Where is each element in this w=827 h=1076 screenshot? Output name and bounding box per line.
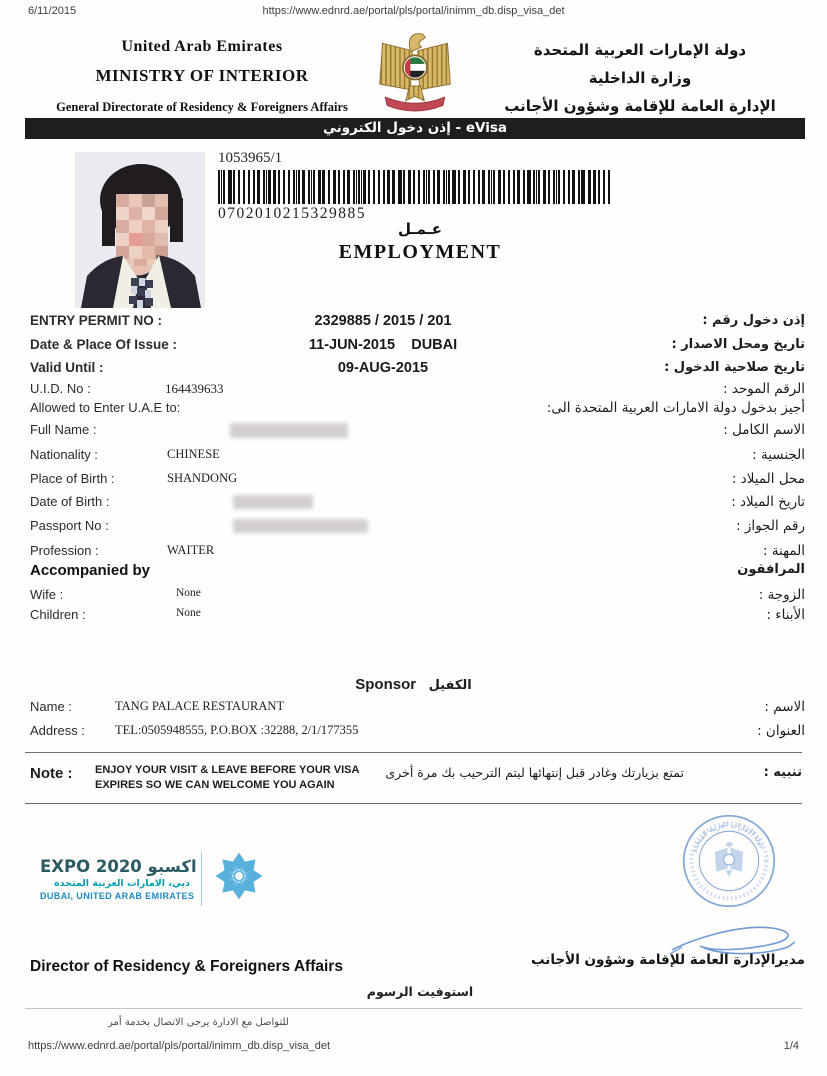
- field-row-allowed-to-enter: [0, 400, 827, 418]
- field-label-ar: تاريخ الميلاد :: [731, 494, 805, 510]
- accompanied-heading-en: Accompanied by: [30, 562, 151, 579]
- note-label-en: Note :: [30, 765, 73, 782]
- ministry-name-ar: وزارة الداخلية: [588, 69, 692, 87]
- field-row-children: [0, 607, 827, 625]
- field-value: TANG PALACE RESTAURANT: [115, 699, 285, 713]
- field-row-sponsor-name: [0, 699, 827, 717]
- expo-text-block: [40, 856, 197, 901]
- accompanied-heading-row: [0, 562, 827, 580]
- print-date: 6/11/2015: [28, 5, 77, 17]
- field-label-ar: رقم الجواز :: [736, 518, 805, 534]
- redacted-value: [230, 423, 348, 438]
- field-row-full-name: [0, 422, 827, 440]
- field-label-ar: الاسم :: [764, 699, 805, 715]
- visa-type-english: EMPLOYMENT: [338, 241, 502, 263]
- field-label: U.I.D. No :: [30, 381, 91, 396]
- director-title-ar: مديرالإدارة العامة للإقامة وشؤون الأجانب: [531, 952, 805, 968]
- field-label-ar: الرقم الموحد :: [723, 381, 805, 397]
- evisa-title-banner: إذن دخول الكتروني - eVisa: [25, 118, 805, 139]
- field-label-ar: إذن دخول رقم :: [702, 313, 805, 328]
- fees-collected-note: استوفيت الرسوم: [366, 984, 474, 999]
- file-number: 1053965/1: [218, 150, 283, 166]
- field-value: None: [176, 587, 201, 599]
- note-text-en: ENJOY YOUR VISIT & LEAVE BEFORE YOUR VISA EXPIRES SO WE CAN WELCOME YOU AGAIN: [95, 764, 360, 791]
- field-value: CHINESE: [167, 447, 220, 461]
- note-section: [25, 752, 802, 804]
- print-url: https://www.ednrd.ae/portal/pls/portal/inimm_db.disp_visa_det: [262, 5, 565, 17]
- sponsor-heading-row: [0, 676, 827, 694]
- country-name-ar: دولة الإمارات العربية المتحدة: [533, 41, 747, 59]
- svg-text:دولة الإمارات العربية المتحدة: دولة الإمارات العربية المتحدة: [689, 820, 767, 854]
- field-row-nationality: [0, 447, 827, 465]
- field-label-ar: العنوان :: [757, 723, 805, 739]
- field-value: None: [176, 607, 201, 619]
- field-label-ar: الجنسية :: [752, 447, 805, 463]
- field-label: Place of Birth :: [30, 471, 115, 486]
- field-row-entry-permit-no: [0, 313, 827, 331]
- field-row-sponsor-address: [0, 723, 827, 741]
- expo-title: EXPO 2020 اكسبو: [40, 856, 197, 876]
- visa-type-arabic: عـمـل: [398, 220, 442, 238]
- field-label-ar: المهنة :: [762, 543, 805, 559]
- uae-emblem-icon: [376, 30, 454, 121]
- field-label-ar: تاريخ ومحل الاصدار :: [671, 337, 805, 352]
- field-row-date-place-issue: [0, 337, 827, 355]
- field-label: Full Name :: [30, 422, 97, 437]
- field-row-place-of-birth: [0, 471, 827, 489]
- field-row-profession: [0, 543, 827, 561]
- field-label-ar: تاريخ صلاحية الدخول :: [664, 360, 805, 375]
- field-label: Address :: [30, 723, 85, 738]
- field-label: Date & Place Of Issue :: [30, 337, 178, 352]
- field-label: Children :: [30, 607, 86, 622]
- country-name-en: United Arab Emirates: [121, 38, 283, 55]
- footer-contact-note-ar: للتواصل مع الادارة يرجى الاتصال بخدمة أمر: [108, 1017, 289, 1028]
- field-label: Allowed to Enter U.A.E to:: [30, 400, 181, 415]
- expo-divider: [201, 852, 202, 906]
- footer-url: https://www.ednrd.ae/portal/pls/portal/inimm_db.disp_visa_det: [28, 1040, 331, 1052]
- field-label: Date of Birth :: [30, 494, 110, 509]
- field-value: SHANDONG: [167, 471, 238, 485]
- field-value: WAITER: [167, 543, 215, 557]
- field-row-valid-until: [0, 360, 827, 378]
- official-stamp: [676, 808, 782, 919]
- field-label-ar: محل الميلاد :: [731, 471, 805, 487]
- field-label: ENTRY PERMIT NO :: [30, 313, 163, 328]
- field-label-ar: الزوجة :: [758, 587, 805, 603]
- directorate-name-en: General Directorate of Residency & Foreigners Affairs: [56, 100, 348, 114]
- director-title-en: Director of Residency & Foreigners Affairs: [30, 958, 343, 975]
- field-label-ar: أجيز بدخول دولة الامارات العربية المتحدة الى:: [546, 400, 805, 416]
- field-row-uid-no: [0, 381, 827, 399]
- field-row-passport-no: [0, 518, 827, 536]
- note-text-ar: تمتع بزيارتك وغادر قبل إنتهائها ليتم الترحيب بك مرة أخرى: [385, 765, 684, 780]
- accompanied-heading-ar: المرافقون: [737, 562, 805, 577]
- field-label-ar: الاسم الكامل :: [723, 422, 805, 438]
- field-row-wife: [0, 587, 827, 605]
- letterhead-arabic: [470, 36, 810, 120]
- applicant-photo: [75, 152, 205, 308]
- field-value: 2329885 / 2015 / 201: [314, 313, 452, 329]
- barcode: [218, 170, 611, 204]
- directorate-name-ar: الإدارة العامة للإقامة وشؤون الأجانب: [504, 97, 776, 115]
- redacted-value: [233, 519, 368, 533]
- field-label-ar: الأبناء :: [766, 607, 805, 623]
- expo-2020-logo: [40, 850, 265, 907]
- field-label: Valid Until :: [30, 360, 104, 375]
- expo-rosette-icon: [213, 850, 265, 907]
- barcode-number: 0702010215329885: [218, 205, 366, 222]
- field-label: Profession :: [30, 543, 99, 558]
- footer-page-number: 1/4: [783, 1040, 799, 1052]
- ministry-name-en: MINISTRY OF INTERIOR: [95, 66, 309, 85]
- sponsor-heading-ar: الكفيل: [428, 678, 472, 693]
- field-row-date-of-birth: [0, 494, 827, 512]
- expo-tagline-ar: دبي، الامارات العربية المتحدة: [54, 877, 190, 889]
- field-label: Name :: [30, 699, 72, 714]
- footer-divider: [25, 1008, 802, 1009]
- field-label: Wife :: [30, 587, 64, 602]
- sponsor-heading-en: Sponsor: [355, 676, 417, 693]
- field-value: 09-AUG-2015: [337, 360, 429, 376]
- field-value: 164439633: [165, 381, 224, 396]
- field-value: 11-JUN-2015 DUBAI: [308, 337, 458, 353]
- field-label: Nationality :: [30, 447, 98, 462]
- redacted-value: [233, 495, 313, 509]
- field-value: TEL:0505948555, P.O.BOX :32288, 2/1/177355: [115, 723, 359, 737]
- expo-tagline-en: DUBAI, UNITED ARAB EMIRATES: [40, 890, 195, 901]
- note-label-ar: تنبيه :: [763, 765, 802, 780]
- field-label: Passport No :: [30, 518, 109, 533]
- letterhead-english: [22, 38, 382, 115]
